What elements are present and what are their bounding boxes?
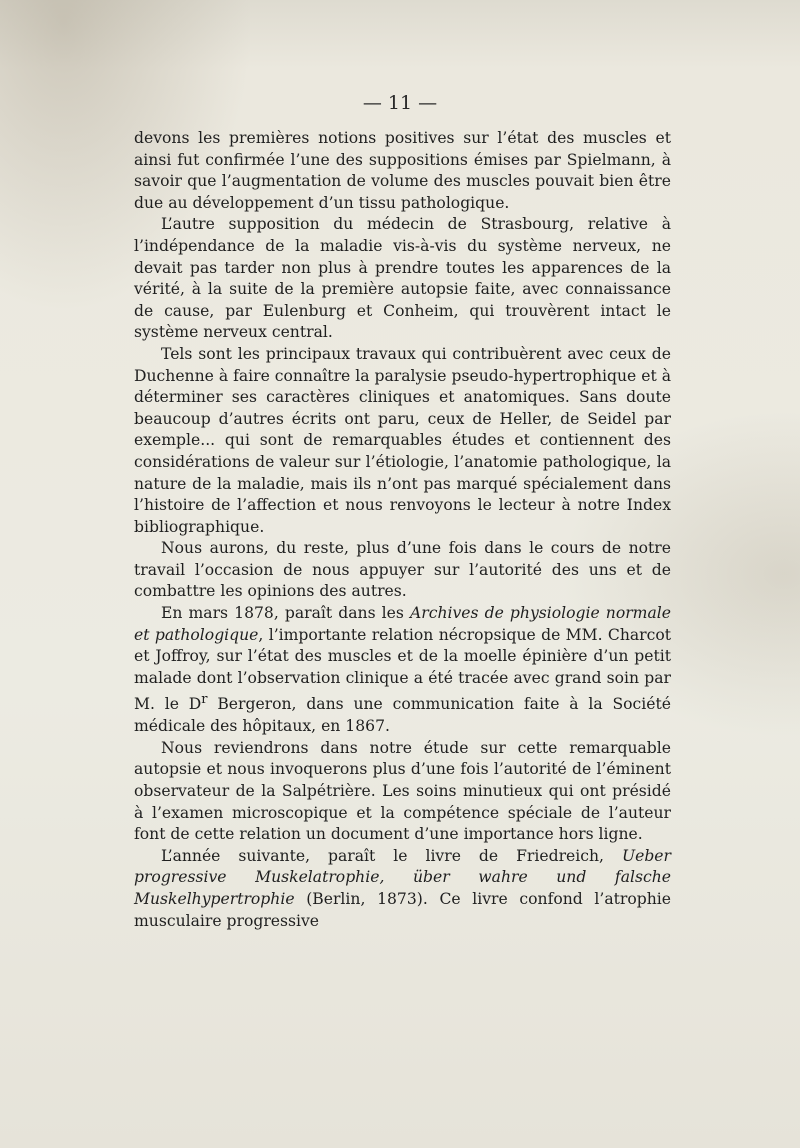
paragraph-6: Nous reviendrons dans notre étude sur cette remarquable autopsie et nous invoquerons plus d’une fois l’autorité de l’éminent observateur de la Salpétrière. Les soins minutieux qui ont présidé à l’examen microscopique et la compétence spéciale de l’auteur font de cette relation un document d’une importance hors ligne. (134, 738, 671, 844)
paragraph-5-text-cont: , l’importante relation nécropsique de MM. Charcot et Joffroy, sur l’état des muscles et de la moelle épinière d’un petit malade dont l’observation clinique a été tracée avec grand soin par M. le D (134, 625, 672, 714)
body-text (134, 128, 671, 932)
paragraph-5-text-end: Bergeron, dans une communication faite à la Société médicale des hôpitaux, en 1867. (134, 695, 671, 736)
page-number: — 11 — (362, 92, 438, 114)
paragraph-2: L’autre supposition du médecin de Strasbourg, relative à l’indépendance de la maladie vis-à-vis du système nerveux, ne devait pas tarder non plus à prendre toutes les apparences de la vérité, à la suite de la première autopsie faite, avec connaissance de cause, par Eulenburg et Conheim, qui trouvèrent intact le système nerveux central. (134, 215, 671, 342)
paragraph-1: devons les premières notions positives sur l’état des muscles et ainsi fut confirmée l’une des suppositions émises par Spielmann, à savoir que l’augmentation de volume des muscles pouvait bien être due au développement d’un tissu pathologique. (134, 129, 671, 212)
paragraph-7-text: L’année suivante, paraît le livre de Friedreich, (161, 846, 622, 865)
paragraph-7 (134, 846, 671, 932)
paragraph-5 (134, 603, 671, 738)
paragraph-5-text: En mars 1878, paraît dans les (161, 604, 410, 623)
journal-title: Archives de physiologie normale et pathologique (134, 604, 671, 644)
book-title: Ueber progressive Muskelatrophie, über wahre und falsche Muskelhypertrophie (134, 846, 671, 908)
paragraph-3: Tels sont les principaux travaux qui contribuèrent avec ceux de Duchenne à faire connaître la paralysie pseudo-hypertrophique et à déterminer ses caractères cliniques et anatomiques. Sans doute beaucoup d’autres écrits ont paru, ceux de Heller, de Seidel par exemple... qui sont de remarquables études et contiennent des considérations de valeur sur l’étiologie, l’anatomie pathologique, la nature de la maladie, mais ils n’ont pas marqué spécialement dans l’histoire de l’affection et nous renvoyons le lecteur à notre Index bibliographique. (134, 344, 671, 536)
paragraph-4: Nous aurons, du reste, plus d’une fois dans le cours de notre travail l’occasion de nous appuyer sur l’autorité des uns et de combattre les opinions des autres. (134, 539, 671, 601)
doctor-abbrev-superscript: r (201, 692, 208, 708)
paragraph-7-text-end: (Berlin, 1873). Ce livre confond l’atrophie musculaire progressive (134, 889, 671, 930)
